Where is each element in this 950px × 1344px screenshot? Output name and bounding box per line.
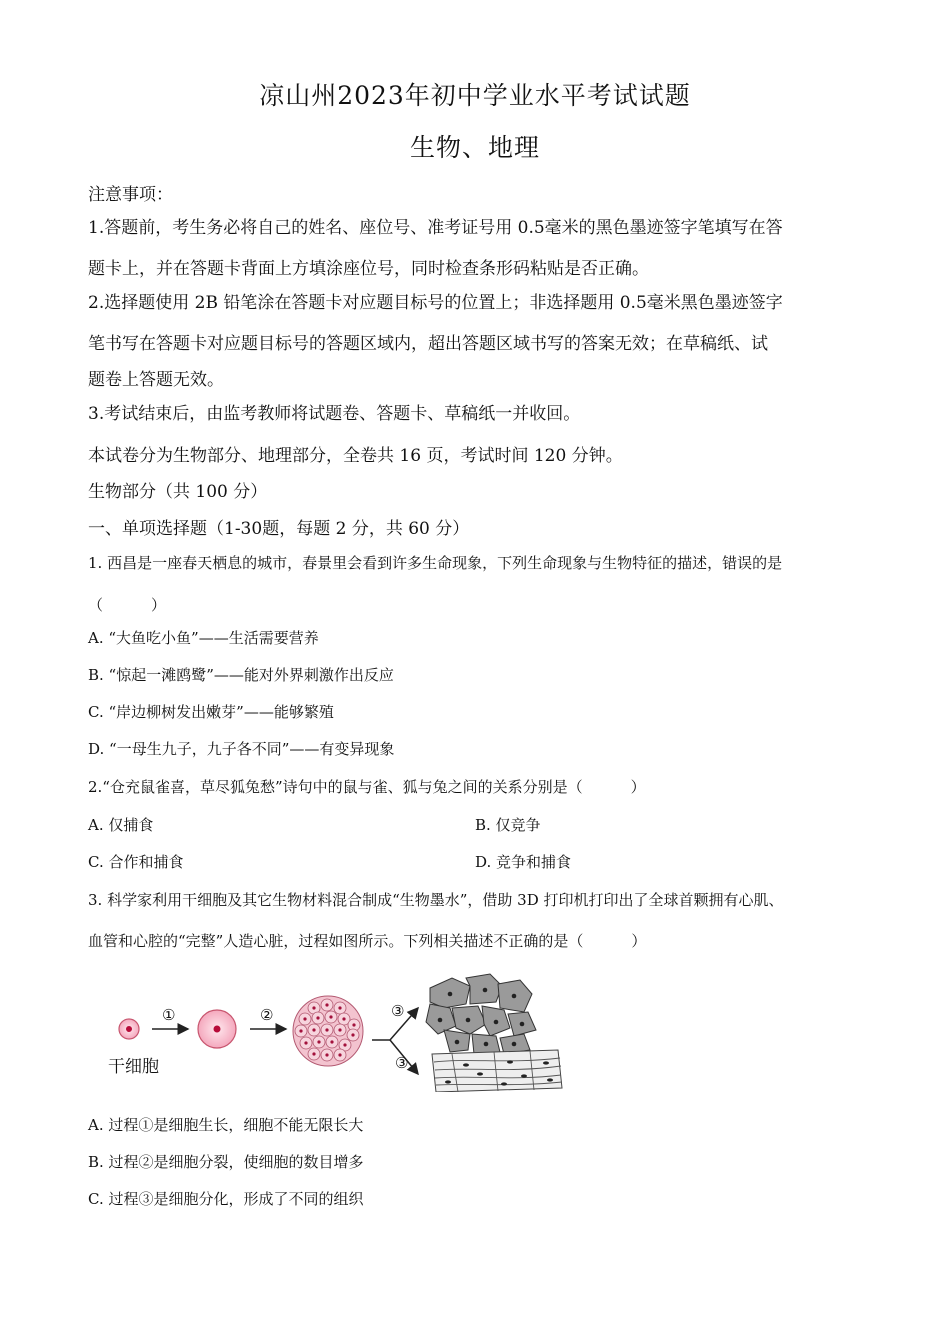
q1-option-c: C. “岸边柳树发出嫩芽”——能够繁殖 [88, 703, 334, 721]
exam-subtitle: 生物、地理 [409, 133, 540, 162]
grown-cell-icon [198, 1010, 236, 1048]
q2-option-a: A. 仅捕食 [88, 816, 154, 834]
q1-answer-paren [88, 594, 166, 615]
step-1-label: ① [162, 1006, 176, 1024]
step-3-lower-label: ③ [395, 1054, 409, 1072]
stem-cell-label: 干细胞 [108, 1057, 159, 1077]
q3-option-c: C. 过程③是细胞分化，形成了不同的组织 [88, 1190, 364, 1208]
stem-cell-icon [119, 1019, 139, 1039]
q3-stem-line-2 [88, 930, 646, 951]
q1-option-d: D. “一母生九子，九子各不同”——有变异现象 [88, 740, 395, 758]
notice-item-1-line-2: 题卡上，并在答题卡背面上方填涂座位号，同时检查条形码粘贴是否正确。 [88, 259, 649, 279]
q1-option-a: A. “大鱼吃小鱼”——生活需要营养 [88, 629, 319, 647]
exam-summary: 本试卷分为生物部分、地理部分，全卷共 16 页，考试时间 120 分钟。 [88, 446, 623, 466]
q1-option-b: B. “惊起一滩鸥鹭”——能对外界刺激作出反应 [88, 666, 394, 684]
q1-stem: 1. 西昌是一座春天栖息的城市，春景里会看到许多生命现象，下列生命现象与生物特征的描述，错误的是 [88, 554, 783, 572]
cell-process-figure [100, 968, 570, 1092]
exam-title: 凉山州2023年初中学业水平考试试题 [259, 81, 691, 110]
notice-item-1-line-1: 1.答题前，考生务必将自己的姓名、座位号、准考证号用 0.5毫米的黑色墨迹签字笔填写在答 [88, 218, 783, 238]
paren-close: ） [151, 596, 167, 614]
notice-item-2-line-2: 笔书写在答题卡对应题目标号的答题区域内，超出答题区域书写的答案无效；在草稿纸、试 [88, 334, 768, 354]
notice-heading: 注意事项： [88, 185, 173, 205]
q2-stem-text: 2.“仓充鼠雀喜，草尽狐兔愁”诗句中的鼠与雀、狐与兔之间的关系分别是（ [88, 778, 583, 796]
notice-item-2-line-1: 2.选择题使用 2B 铅笔涂在答题卡对应题目标号的位置上；非选择题用 0.5毫米黑色墨迹签字 [88, 293, 783, 313]
q2-option-b: B. 仅竞争 [475, 816, 541, 834]
paren-close: ） [630, 778, 646, 796]
q3-stem-line-1: 3. 科学家利用干细胞及其它生物材料混合制成“生物墨水”，借助 3D 打印机打印出了全球首颗拥有心肌、 [88, 891, 784, 909]
muscle-tissue-icon [432, 1050, 562, 1092]
dividing-cells-icon [293, 996, 363, 1066]
paren-close: ） [631, 932, 647, 950]
section-heading: 一、单项选择题（1-30题，每题 2 分，共 60 分） [88, 519, 470, 539]
epithelial-tissue-icon [426, 974, 536, 1054]
q2-stem [88, 776, 646, 797]
step-2-label: ② [260, 1006, 274, 1024]
q3-stem-text: 血管和心腔的“完整”人造心脏，过程如图所示。下列相关描述不正确的是（ [88, 932, 584, 950]
paren-open: （ [88, 596, 104, 614]
q3-option-b: B. 过程②是细胞分裂，使细胞的数目增多 [88, 1153, 364, 1171]
step-3-upper-label: ③ [391, 1002, 405, 1020]
notice-item-2-line-3: 题卷上答题无效。 [88, 370, 224, 390]
q3-option-a: A. 过程①是细胞生长，细胞不能无限长大 [88, 1116, 364, 1134]
q2-option-d: D. 竞争和捕食 [475, 853, 572, 871]
biology-part-heading: 生物部分（共 100 分） [88, 482, 268, 502]
notice-item-3: 3.考试结束后，由监考教师将试题卷、答题卡、草稿纸一并收回。 [88, 404, 581, 424]
q2-option-c: C. 合作和捕食 [88, 853, 184, 871]
